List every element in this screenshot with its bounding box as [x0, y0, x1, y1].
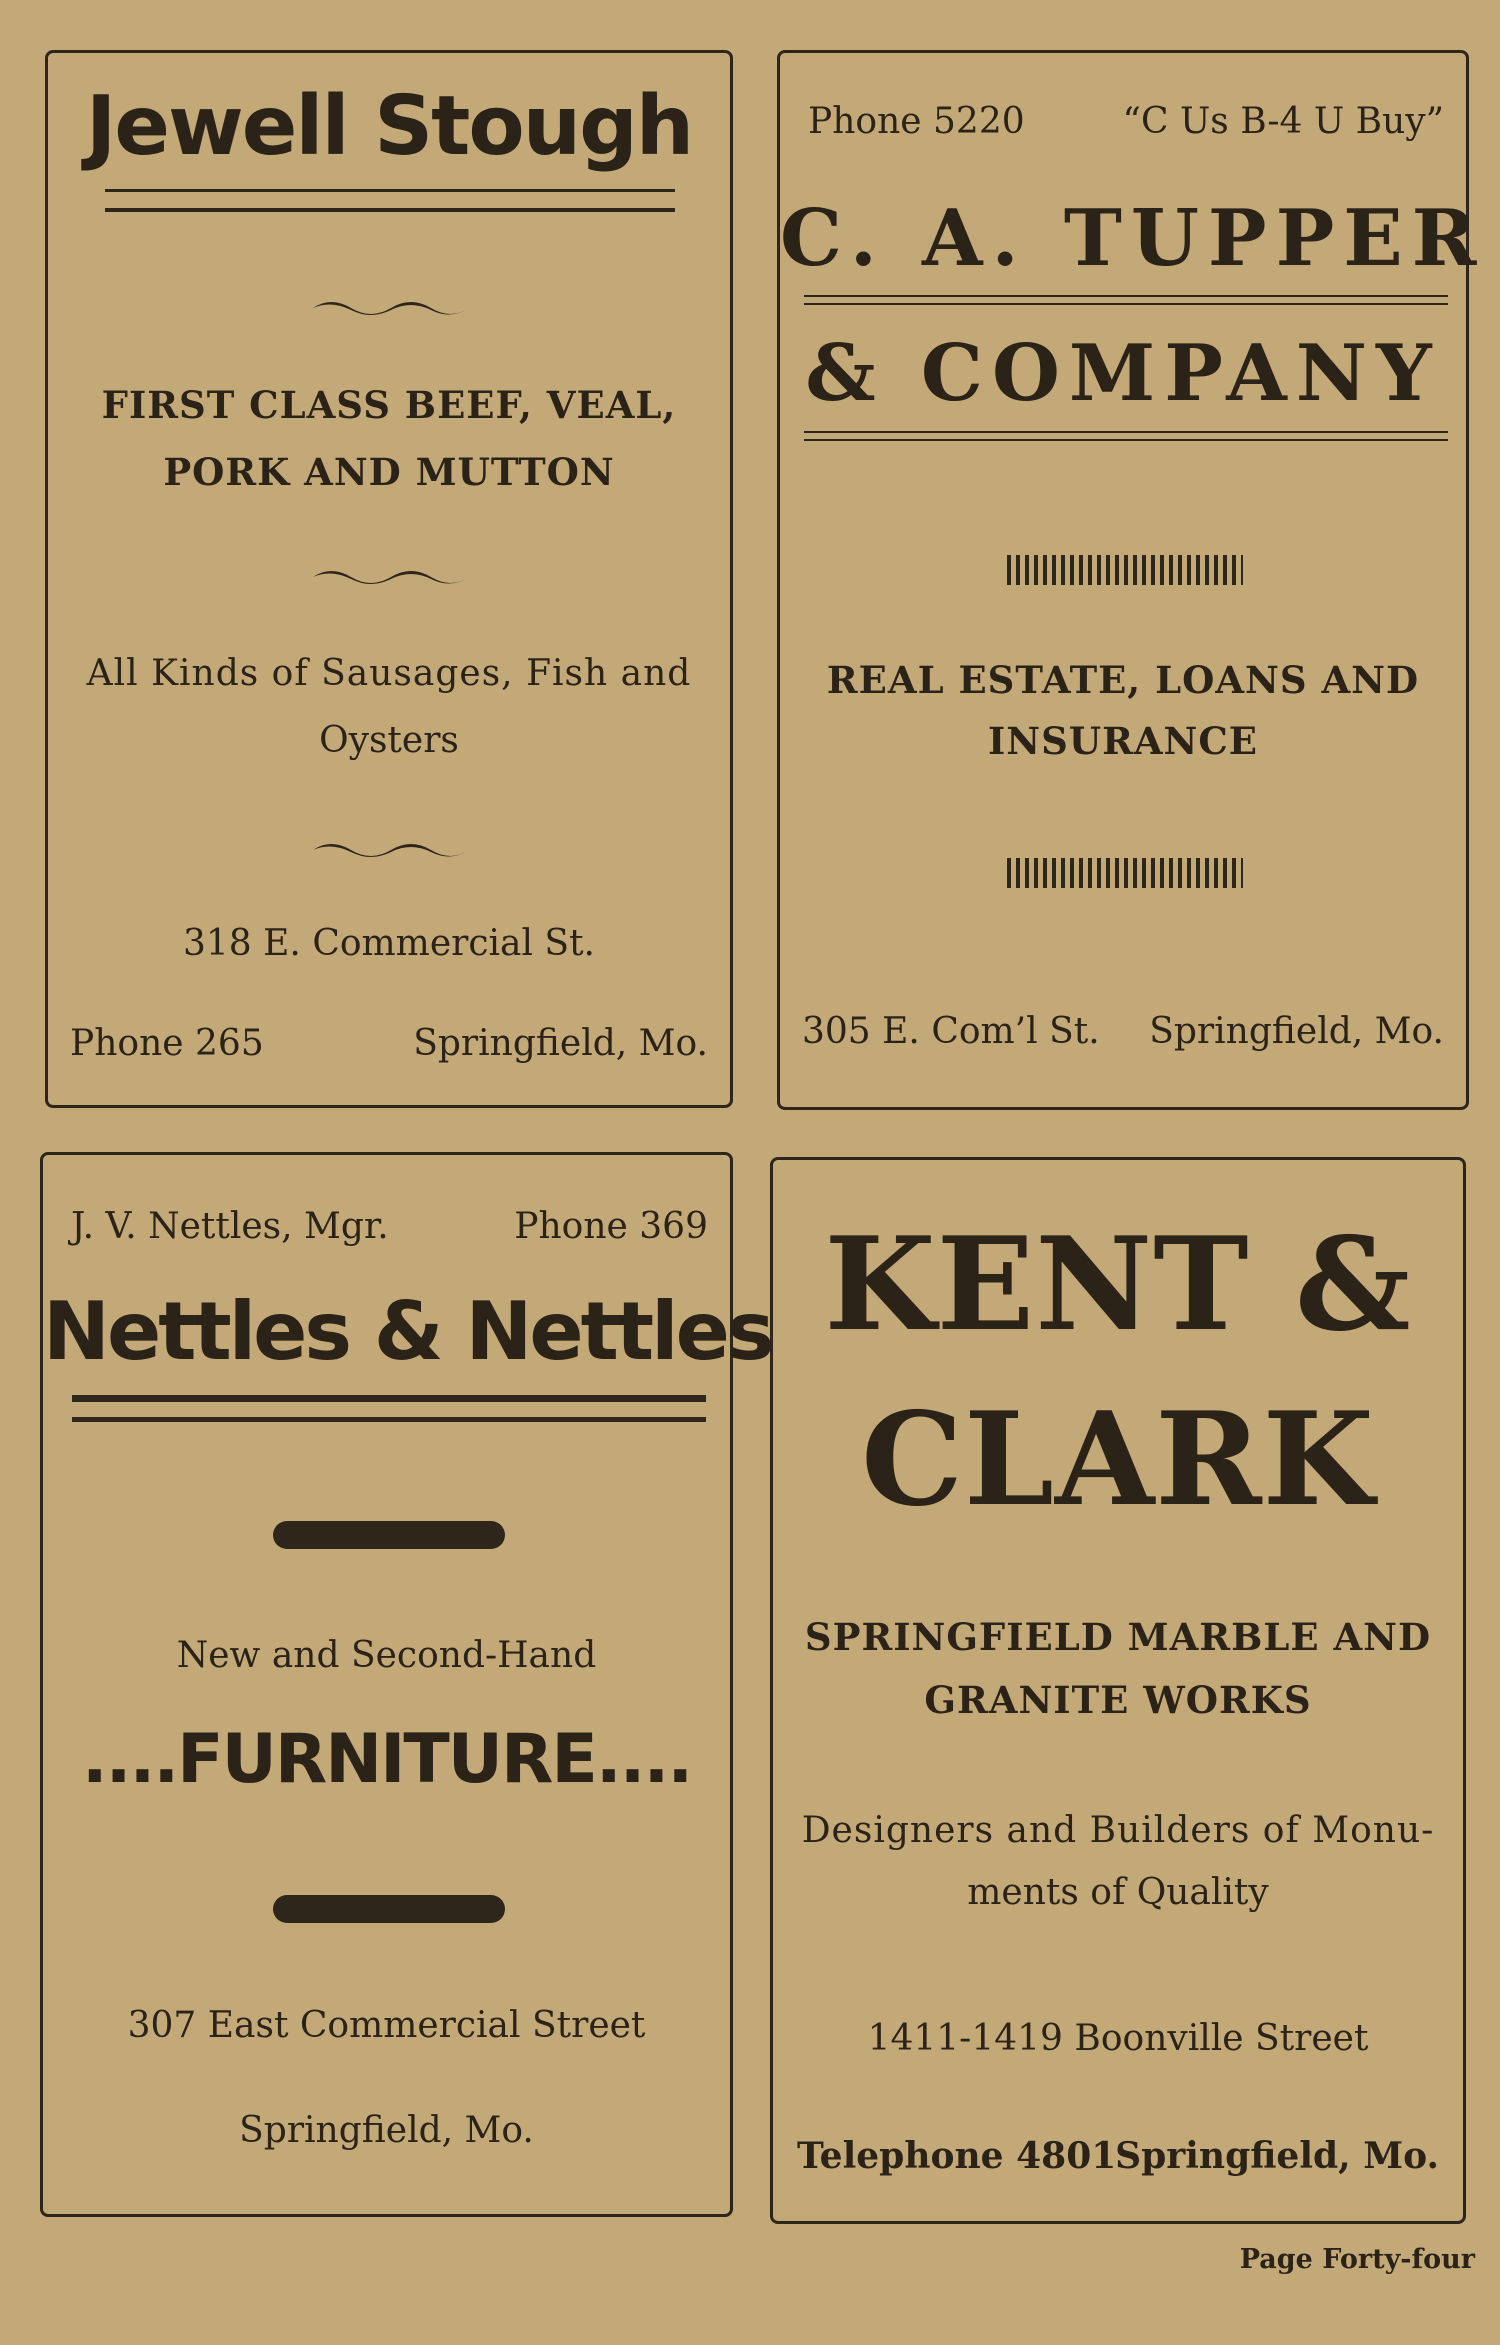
title-rule [804, 431, 1448, 433]
ad-line: GRANITE WORKS [924, 1678, 1312, 1722]
ad-city: Springfield, Mo. [413, 1023, 708, 1064]
ad-jewell-stough [45, 50, 733, 1108]
ad-city: Springfield, Mo. [1115, 2135, 1439, 2177]
ad-slogan: “C Us B-4 U Buy” [1122, 101, 1444, 142]
ornament-bar [273, 1895, 505, 1923]
ad-address: 305 E. Com’l St. [802, 1011, 1100, 1052]
ad-title: Jewell Stough [85, 79, 693, 174]
ad-phone: Telephone 4801 [797, 2135, 1117, 2177]
ad-line: INSURANCE [987, 719, 1259, 763]
ad-city: Springfield, Mo. [239, 2110, 534, 2151]
ad-title: Nettles & Nettles [43, 1285, 772, 1378]
ad-kent-clark [770, 1157, 1466, 2224]
ad-title: C. A. TUPPER [780, 193, 1486, 284]
title-rule [804, 303, 1448, 305]
ad-city: Springfield, Mo. [1149, 1011, 1444, 1052]
ornament-divider [311, 838, 471, 862]
ad-line: ....FURNITURE.... [81, 1720, 692, 1799]
ad-phone: Phone 265 [70, 1023, 264, 1064]
ad-line: Designers and Builders of Monu- [801, 1810, 1435, 1851]
ornament-bars [1007, 858, 1243, 888]
ornament-divider [311, 565, 471, 589]
ad-line: SPRINGFIELD MARBLE AND [804, 1615, 1432, 1659]
ad-address: 318 E. Commercial St. [183, 923, 595, 964]
ad-line: FIRST CLASS BEEF, VEAL, [101, 383, 677, 427]
title-rule [804, 295, 1448, 297]
title-underline [105, 208, 675, 212]
ornament-bar [273, 1521, 505, 1549]
ad-line: PORK AND MUTTON [163, 450, 615, 494]
ad-title: & COMPANY [805, 328, 1441, 419]
ad-line: Oysters [319, 720, 459, 761]
title-underline [72, 1395, 706, 1402]
ornament-bars [1007, 555, 1243, 585]
ad-line: All Kinds of Sausages, Fish and [86, 653, 692, 694]
ad-title: CLARK [861, 1385, 1375, 1535]
ad-phone: Phone 5220 [808, 101, 1025, 142]
page-number: Page Forty-four [1239, 2244, 1475, 2275]
title-rule [804, 439, 1448, 441]
ad-address: 1411-1419 Boonville Street [867, 2018, 1369, 2059]
ad-manager: J. V. Nettles, Mgr. [71, 1206, 389, 1247]
ad-line: New and Second-Hand [176, 1635, 597, 1676]
ad-tupper-company [777, 50, 1486, 1110]
ad-phone: Phone 369 [514, 1206, 708, 1247]
ad-title: KENT & [824, 1210, 1412, 1360]
title-underline [72, 1417, 706, 1422]
ad-nettles-nettles [40, 1152, 772, 2217]
ad-line: REAL ESTATE, LOANS AND [826, 658, 1420, 702]
ad-line: ments of Quality [967, 1872, 1269, 1913]
ad-address: 307 East Commercial Street [127, 2005, 646, 2046]
ornament-divider [311, 296, 471, 320]
title-underline [105, 189, 675, 192]
